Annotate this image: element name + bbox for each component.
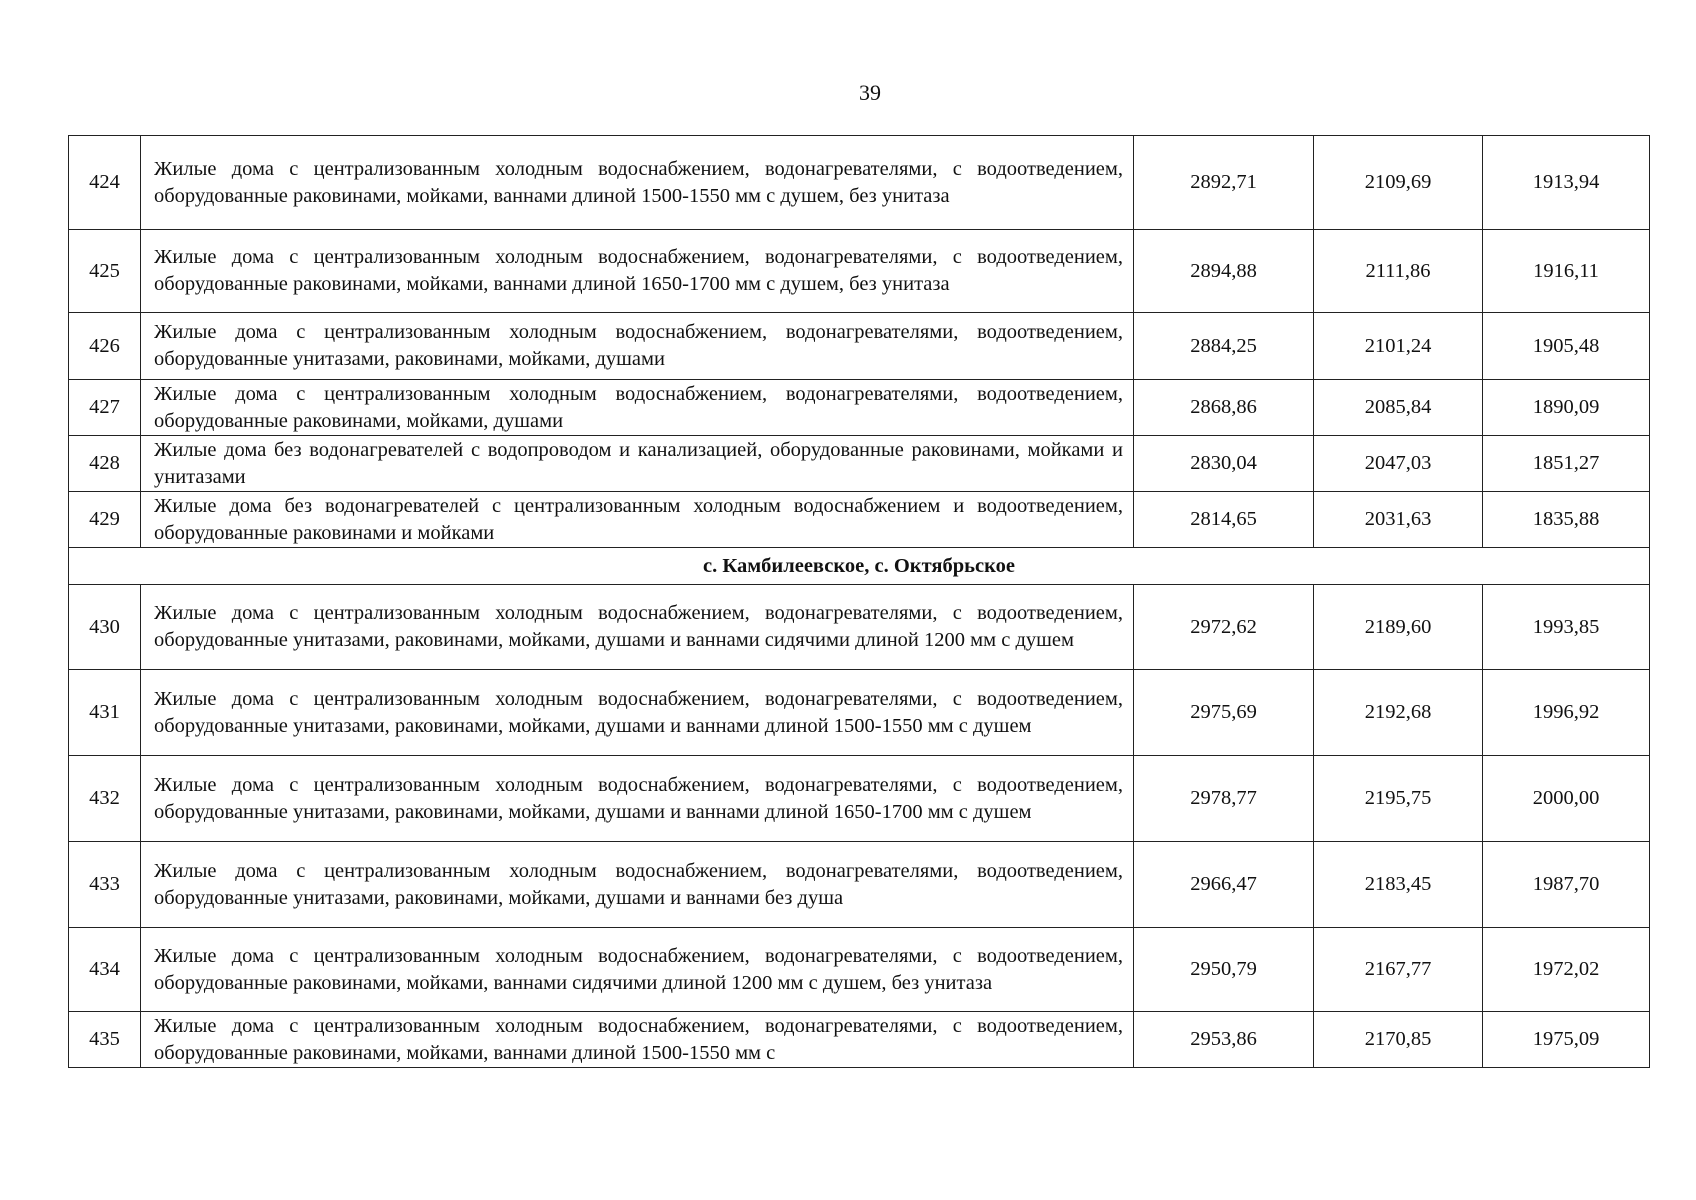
row-description: Жилые дома с централизованным холодным водоснабжением, водонагревателями, с водоотведением, оборудованные раковинами, мойками, ваннами длиной 1650-1700 мм с душем, без унитаза [141, 230, 1134, 313]
row-number: 424 [69, 136, 141, 230]
row-number: 427 [69, 380, 141, 436]
row-description: Жилые дома с централизованным холодным водоснабжением, водонагревателями, с водоотведением, оборудованные раковинами, мойками, ваннами длиной 1500-1550 мм с [141, 1012, 1134, 1068]
tariff-value-3: 1975,09 [1483, 1012, 1650, 1068]
row-number: 431 [69, 670, 141, 756]
row-number: 429 [69, 492, 141, 548]
tariff-value-2: 2047,03 [1314, 436, 1483, 492]
tariff-value-3: 1835,88 [1483, 492, 1650, 548]
tariff-value-2: 2109,69 [1314, 136, 1483, 230]
row-description: Жилые дома без водонагревателей с централизованным холодным водоснабжением и водоотведением, оборудованные раковинами и мойками [141, 492, 1134, 548]
tariff-value-1: 2868,86 [1134, 380, 1314, 436]
table-row [69, 436, 1650, 492]
row-description: Жилые дома с централизованным холодным водоснабжением, водонагревателями, с водоотведением, оборудованные унитазами, раковинами, мойками, душами и ваннами сидячими длиной 1200 мм с душем [141, 585, 1134, 670]
tariff-value-3: 1916,11 [1483, 230, 1650, 313]
tariff-value-1: 2894,88 [1134, 230, 1314, 313]
tariff-value-2: 2183,45 [1314, 842, 1483, 928]
tariff-table-body [69, 136, 1650, 1068]
row-description: Жилые дома с централизованным холодным водоснабжением, водонагревателями, водоотведением, оборудованные унитазами, раковинами, мойками, душами и ваннами без душа [141, 842, 1134, 928]
tariff-value-2: 2195,75 [1314, 756, 1483, 842]
row-description: Жилые дома без водонагревателей с водопроводом и канализацией, оборудованные раковинами, мойками и унитазами [141, 436, 1134, 492]
row-description: Жилые дома с централизованным холодным водоснабжением, водонагревателями, с водоотведением, оборудованные раковинами, мойками, ваннами сидячими длиной 1200 мм с душем, без унитаза [141, 928, 1134, 1012]
row-number: 428 [69, 436, 141, 492]
table-row [69, 313, 1650, 380]
row-number: 433 [69, 842, 141, 928]
tariff-value-1: 2966,47 [1134, 842, 1314, 928]
row-number: 430 [69, 585, 141, 670]
row-number: 426 [69, 313, 141, 380]
tariff-value-3: 1993,85 [1483, 585, 1650, 670]
table-row [69, 380, 1650, 436]
tariff-value-3: 2000,00 [1483, 756, 1650, 842]
tariff-value-1: 2978,77 [1134, 756, 1314, 842]
tariff-value-1: 2972,62 [1134, 585, 1314, 670]
section-title: с. Камбилеевское, с. Октябрьское [69, 548, 1650, 585]
row-number: 435 [69, 1012, 141, 1068]
table-row [69, 842, 1650, 928]
tariff-value-3: 1890,09 [1483, 380, 1650, 436]
tariff-value-2: 2189,60 [1314, 585, 1483, 670]
tariff-value-2: 2085,84 [1314, 380, 1483, 436]
table-row [69, 585, 1650, 670]
tariff-value-1: 2830,04 [1134, 436, 1314, 492]
table-row [69, 1012, 1650, 1068]
table-row [69, 670, 1650, 756]
tariff-value-1: 2975,69 [1134, 670, 1314, 756]
tariff-value-1: 2814,65 [1134, 492, 1314, 548]
page-number: 39 [859, 80, 881, 105]
row-description: Жилые дома с централизованным холодным водоснабжением, водонагревателями, с водоотведением, оборудованные унитазами, раковинами, мойками, душами и ваннами длиной 1650-1700 мм с душем [141, 756, 1134, 842]
table-row [69, 230, 1650, 313]
tariff-value-3: 1913,94 [1483, 136, 1650, 230]
tariff-value-2: 2111,86 [1314, 230, 1483, 313]
tariff-value-1: 2884,25 [1134, 313, 1314, 380]
tariff-value-2: 2167,77 [1314, 928, 1483, 1012]
tariff-value-2: 2170,85 [1314, 1012, 1483, 1068]
tariff-value-2: 2031,63 [1314, 492, 1483, 548]
row-number: 432 [69, 756, 141, 842]
table-row [69, 136, 1650, 230]
tariff-value-3: 1987,70 [1483, 842, 1650, 928]
table-row [69, 756, 1650, 842]
tariff-value-3: 1972,02 [1483, 928, 1650, 1012]
row-description: Жилые дома с централизованным холодным водоснабжением, водонагревателями, водоотведением, оборудованные унитазами, раковинами, мойками, душами [141, 313, 1134, 380]
tariff-value-1: 2892,71 [1134, 136, 1314, 230]
row-description: Жилые дома с централизованным холодным водоснабжением, водонагревателями, водоотведением, оборудованные раковинами, мойками, душами [141, 380, 1134, 436]
row-description: Жилые дома с централизованным холодным водоснабжением, водонагревателями, с водоотведением, оборудованные унитазами, раковинами, мойками, душами и ваннами длиной 1500-1550 мм с душем [141, 670, 1134, 756]
table-row [69, 492, 1650, 548]
tariff-value-2: 2101,24 [1314, 313, 1483, 380]
tariff-value-3: 1996,92 [1483, 670, 1650, 756]
section-header-row [69, 548, 1650, 585]
tariff-value-3: 1851,27 [1483, 436, 1650, 492]
row-number: 425 [69, 230, 141, 313]
tariff-value-1: 2953,86 [1134, 1012, 1314, 1068]
table-row [69, 928, 1650, 1012]
row-description: Жилые дома с централизованным холодным водоснабжением, водонагревателями, с водоотведением, оборудованные раковинами, мойками, ваннами длиной 1500-1550 мм с душем, без унитаза [141, 136, 1134, 230]
row-number: 434 [69, 928, 141, 1012]
tariff-value-2: 2192,68 [1314, 670, 1483, 756]
tariff-value-1: 2950,79 [1134, 928, 1314, 1012]
tariff-value-3: 1905,48 [1483, 313, 1650, 380]
tariff-table [68, 135, 1650, 1068]
